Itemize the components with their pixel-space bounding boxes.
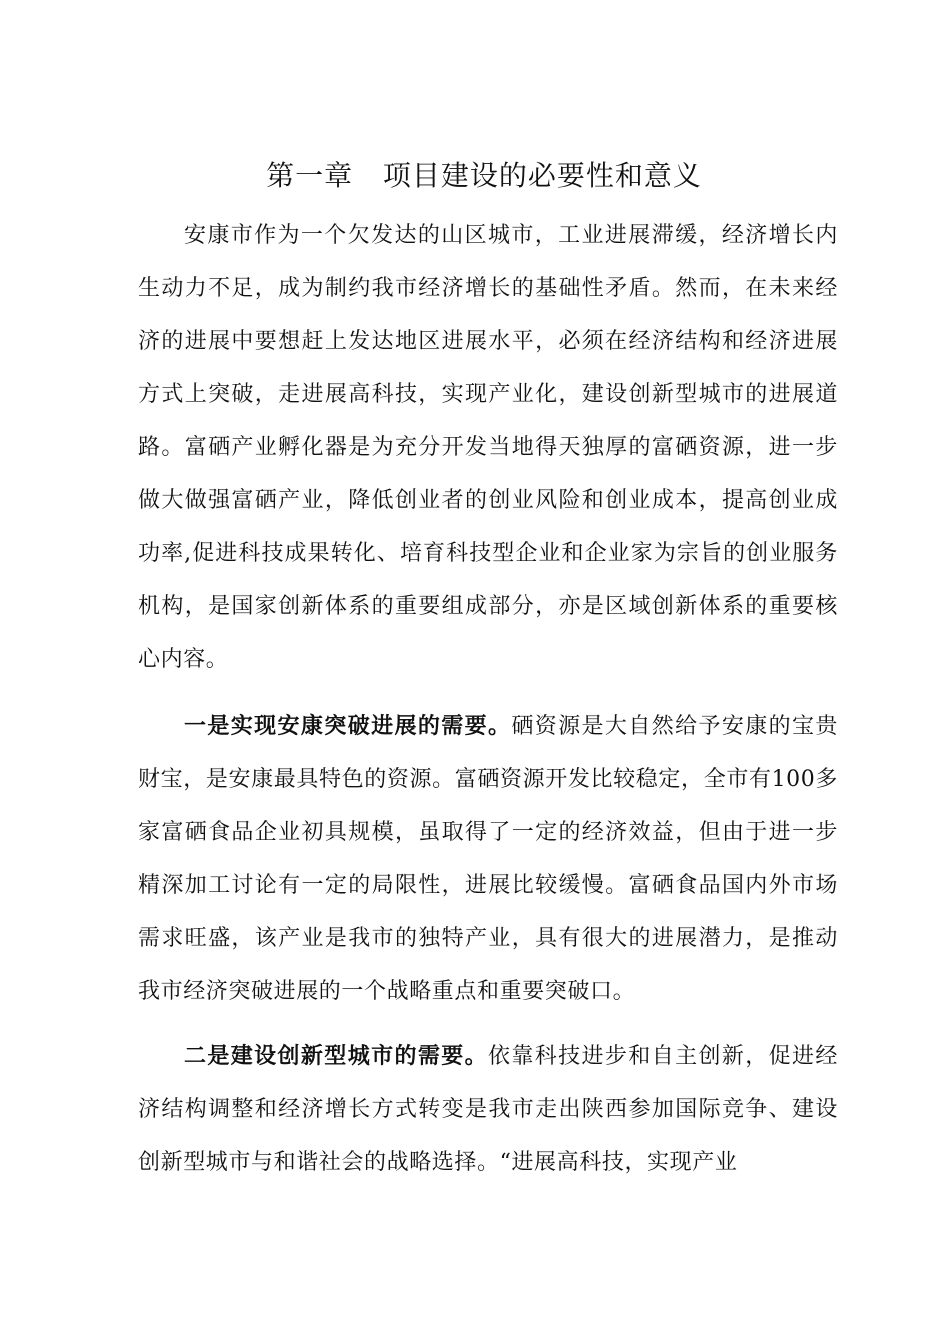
paragraph-point-one-lead: 一是实现安康突破进展的需要。 [184, 714, 512, 739]
paragraph-intro-text: 安康市作为一个欠发达的山区城市，工业进展滞缓，经济增长内生动力不足，成为制约我市经济增长的基础性矛盾。然而，在未来经济的进展中要想赶上发达地区进展水平，必须在经济结构和经济进展方式上突破，走进展高科技，实现产业化，建设创新型城市的进展道路。富硒产业孵化器是为充分开发当地得天独厚的富硒资源，进一步做大做强富硒产业，降低创业者的创业风险和创业成本，提高创业成功率,促进科技成果转化、培育科技型企业和企业家为宗旨的创业服务机构，是国家创新体系的重要组成部分，亦是区域创新体系的重要核心内容。 [138, 223, 838, 672]
paragraph-intro [138, 209, 838, 686]
paragraph-point-two-text: 依靠科技进步和自主创新，促进经济结构调整和经济增长方式转变是我市走出陕西参加国际竞争、建设创新型城市与和谐社会的战略选择。“进展高科技，实现产业 [138, 1044, 838, 1175]
paragraph-point-one-text: 硒资源是大自然给予安康的宝贵财宝，是安康最具特色的资源。富硒资源开发比较稳定，全市有100多家富硒食品企业初具规模，虽取得了一定的经济效益，但由于进一步精深加工讨论有一定的局限性，进展比较缓慢。富硒食品国内外市场需求旺盛，该产业是我市的独特产业，具有很大的进展潜力，是推动我市经济突破进展的一个战略重点和重要突破口。 [138, 714, 838, 1004]
paragraph-point-one [138, 700, 838, 1018]
chapter-title: 第一章 项目建设的必要性和意义 [266, 159, 702, 192]
paragraph-point-two [138, 1030, 838, 1189]
paragraph-point-two-lead: 二是建设创新型城市的需要。 [184, 1044, 488, 1069]
